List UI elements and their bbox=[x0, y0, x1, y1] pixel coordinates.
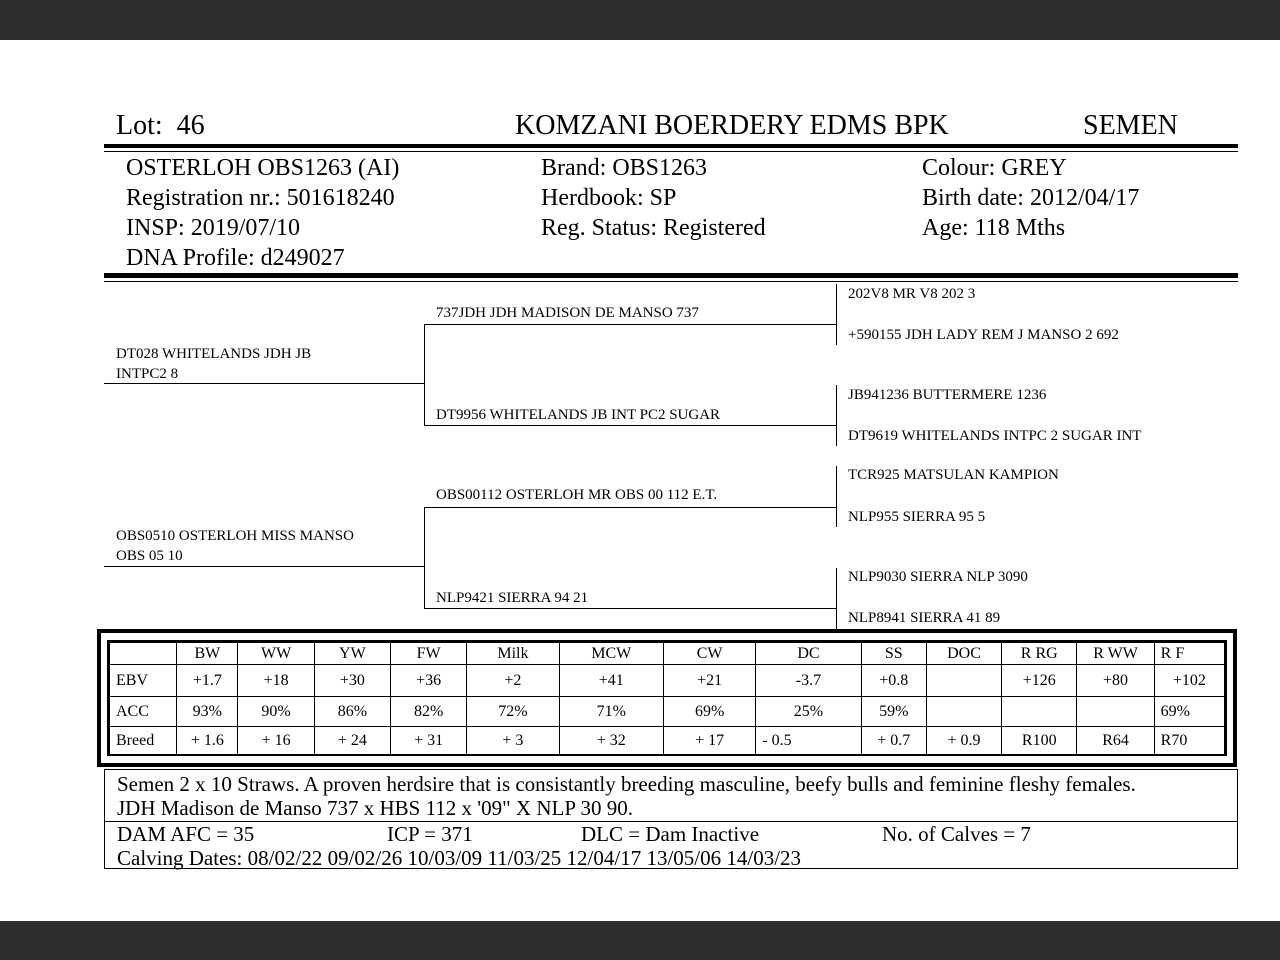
ebv-table bbox=[109, 642, 1225, 755]
ebv-cell bbox=[926, 665, 1001, 697]
pedigree-g3-4: DT9619 WHITELANDS INTPC 2 SUGAR INT bbox=[848, 428, 1142, 444]
ebv-cell: + 0.7 bbox=[861, 727, 926, 755]
pedigree-bracket-sire bbox=[424, 324, 425, 425]
ebv-table-inner-frame bbox=[107, 640, 1227, 756]
pedigree-bracket-g3-2 bbox=[836, 385, 837, 446]
ebv-cell: 93% bbox=[177, 697, 238, 727]
birth-date: Birth date: 2012/04/17 bbox=[922, 185, 1140, 211]
header-rule-thin bbox=[104, 151, 1238, 152]
ebv-header-cell: Milk bbox=[467, 643, 559, 665]
number-of-calves: No. of Calves = 7 bbox=[882, 822, 1031, 846]
ebv-row-label: Breed bbox=[110, 727, 177, 755]
ebv-cell: 86% bbox=[314, 697, 390, 727]
ebv-cell: +2 bbox=[467, 665, 559, 697]
pedigree-sire-dam-line bbox=[424, 425, 836, 426]
seller-name: KOMZANI BOERDERY EDMS BPK bbox=[515, 110, 949, 141]
ebv-header-cell: SS bbox=[861, 643, 926, 665]
ebv-cell: +41 bbox=[559, 665, 663, 697]
ebv-cell: +0.8 bbox=[861, 665, 926, 697]
ebv-header-cell: WW bbox=[238, 643, 314, 665]
ebv-header-cell: YW bbox=[314, 643, 390, 665]
pedigree-dam-sire: OBS00112 OSTERLOH MR OBS 00 112 E.T. bbox=[436, 487, 718, 503]
ebv-cell bbox=[926, 697, 1001, 727]
ebv-cell: 69% bbox=[1154, 697, 1224, 727]
ebv-cell: R70 bbox=[1154, 727, 1224, 755]
pedigree-sire: DT028 WHITELANDS JDH JB INTPC2 8 bbox=[116, 346, 312, 382]
ebv-cell bbox=[1077, 697, 1154, 727]
header-rule-thick bbox=[104, 144, 1238, 148]
pedigree-sire-line bbox=[104, 383, 424, 384]
icp: ICP = 371 bbox=[387, 822, 473, 846]
pedigree-g3-7: NLP9030 SIERRA NLP 3090 bbox=[848, 569, 1028, 585]
info-rule-thick bbox=[104, 273, 1238, 278]
info-rule-thin bbox=[104, 281, 1238, 282]
ebv-header-cell: DOC bbox=[926, 643, 1001, 665]
brand: Brand: OBS1263 bbox=[541, 155, 708, 181]
ebv-row-ebv bbox=[110, 665, 1225, 697]
ebv-cell: 72% bbox=[467, 697, 559, 727]
ebv-cell: +1.7 bbox=[177, 665, 238, 697]
lot-label: Lot: 46 bbox=[116, 110, 205, 141]
pedigree-dam: OBS0510 OSTERLOH MISS MANSO OBS 05 10 bbox=[116, 528, 354, 564]
pedigree-bracket-g3-1 bbox=[836, 284, 837, 345]
registration-number: Registration nr.: 501618240 bbox=[126, 185, 395, 211]
ebv-cell: 71% bbox=[559, 697, 663, 727]
ebv-header-cell: MCW bbox=[559, 643, 663, 665]
dam-afc: DAM AFC = 35 bbox=[117, 822, 255, 846]
ebv-header-row bbox=[110, 643, 1225, 665]
ebv-header-cell: CW bbox=[663, 643, 755, 665]
pedigree-dam-dam-line bbox=[424, 608, 836, 609]
ebv-cell bbox=[1002, 697, 1077, 727]
ebv-cell: R100 bbox=[1002, 727, 1077, 755]
pedigree-dam-line bbox=[104, 566, 424, 567]
registration-status: Reg. Status: Registered bbox=[541, 215, 766, 241]
ebv-cell: R64 bbox=[1077, 727, 1154, 755]
ebv-cell: - 0.5 bbox=[756, 727, 861, 755]
pedigree-dam-dam: NLP9421 SIERRA 94 21 bbox=[436, 590, 589, 606]
colour: Colour: GREY bbox=[922, 155, 1067, 181]
ebv-header-cell: BW bbox=[177, 643, 238, 665]
inspection-date: INSP: 2019/07/10 bbox=[126, 215, 301, 241]
notes-box bbox=[104, 769, 1238, 869]
pedigree-bracket-g3-4 bbox=[836, 568, 837, 629]
ebv-cell: + 17 bbox=[663, 727, 755, 755]
pedigree-dam-sire-line bbox=[424, 507, 836, 508]
catalogue-page bbox=[0, 40, 1280, 921]
ebv-header-cell: FW bbox=[390, 643, 466, 665]
ebv-cell: + 31 bbox=[390, 727, 466, 755]
ebv-row-acc bbox=[110, 697, 1225, 727]
herdbook: Herdbook: SP bbox=[541, 185, 677, 211]
pedigree-sire-sire-line bbox=[424, 324, 836, 325]
ebv-cell: 82% bbox=[390, 697, 466, 727]
ebv-cell: +21 bbox=[663, 665, 755, 697]
ebv-cell: + 32 bbox=[559, 727, 663, 755]
ebv-cell: +102 bbox=[1154, 665, 1224, 697]
pedigree-bracket-g3-3 bbox=[836, 466, 837, 527]
ebv-cell: +36 bbox=[390, 665, 466, 697]
pedigree-g3-8: NLP8941 SIERRA 41 89 bbox=[848, 610, 1001, 626]
animal-name: OSTERLOH OBS1263 (AI) bbox=[126, 155, 400, 181]
ebv-cell: 25% bbox=[756, 697, 861, 727]
dlc: DLC = Dam Inactive bbox=[581, 822, 760, 846]
pedigree-g3-6: NLP955 SIERRA 95 5 bbox=[848, 509, 986, 525]
ebv-cell: + 0.9 bbox=[926, 727, 1001, 755]
ebv-corner-cell bbox=[110, 643, 177, 665]
pedigree-sire-dam: DT9956 WHITELANDS JB INT PC2 SUGAR bbox=[436, 407, 721, 423]
ebv-cell: +18 bbox=[238, 665, 314, 697]
ebv-header-cell: R F bbox=[1154, 643, 1224, 665]
pedigree-sire-sire: 737JDH JDH MADISON DE MANSO 737 bbox=[436, 305, 699, 321]
ebv-row-label: EBV bbox=[110, 665, 177, 697]
dna-profile: DNA Profile: d249027 bbox=[126, 245, 345, 271]
pedigree-g3-5: TCR925 MATSULAN KAMPION bbox=[848, 467, 1059, 483]
lot-category: SEMEN bbox=[1083, 110, 1178, 141]
notes-line-2: JDH Madison de Manso 737 x HBS 112 x '09" X NLP 30 90. bbox=[117, 796, 633, 820]
ebv-cell: + 1.6 bbox=[177, 727, 238, 755]
ebv-cell: -3.7 bbox=[756, 665, 861, 697]
ebv-cell: 59% bbox=[861, 697, 926, 727]
ebv-header-cell: DC bbox=[756, 643, 861, 665]
ebv-cell: +30 bbox=[314, 665, 390, 697]
ebv-header-cell: R WW bbox=[1077, 643, 1154, 665]
ebv-row-breed bbox=[110, 727, 1225, 755]
ebv-cell: +126 bbox=[1002, 665, 1077, 697]
pedigree-g3-1: 202V8 MR V8 202 3 bbox=[848, 286, 976, 302]
ebv-header-cell: R RG bbox=[1002, 643, 1077, 665]
pedigree-bracket-dam bbox=[424, 507, 425, 608]
ebv-table-frame bbox=[97, 629, 1237, 767]
viewer-bottom-bar bbox=[0, 921, 1280, 960]
lot-number: 46 bbox=[176, 110, 205, 141]
pedigree-g3-2: +590155 JDH LADY REM J MANSO 2 692 bbox=[848, 327, 1119, 343]
ebv-cell: 69% bbox=[663, 697, 755, 727]
notes-line-1: Semen 2 x 10 Straws. A proven herdsire that is consistantly breeding masculine, beefy bulls and feminine fleshy females. bbox=[117, 772, 1136, 796]
ebv-row-label: ACC bbox=[110, 697, 177, 727]
ebv-cell: +80 bbox=[1077, 665, 1154, 697]
calving-dates: Calving Dates: 08/02/22 09/02/26 10/03/09 11/03/25 12/04/17 13/05/06 14/03/23 bbox=[117, 846, 802, 870]
viewer-top-bar bbox=[0, 0, 1280, 40]
ebv-cell: + 24 bbox=[314, 727, 390, 755]
age: Age: 118 Mths bbox=[922, 215, 1066, 241]
ebv-cell: + 16 bbox=[238, 727, 314, 755]
pedigree-g3-3: JB941236 BUTTERMERE 1236 bbox=[848, 387, 1047, 403]
ebv-cell: 90% bbox=[238, 697, 314, 727]
ebv-cell: + 3 bbox=[467, 727, 559, 755]
